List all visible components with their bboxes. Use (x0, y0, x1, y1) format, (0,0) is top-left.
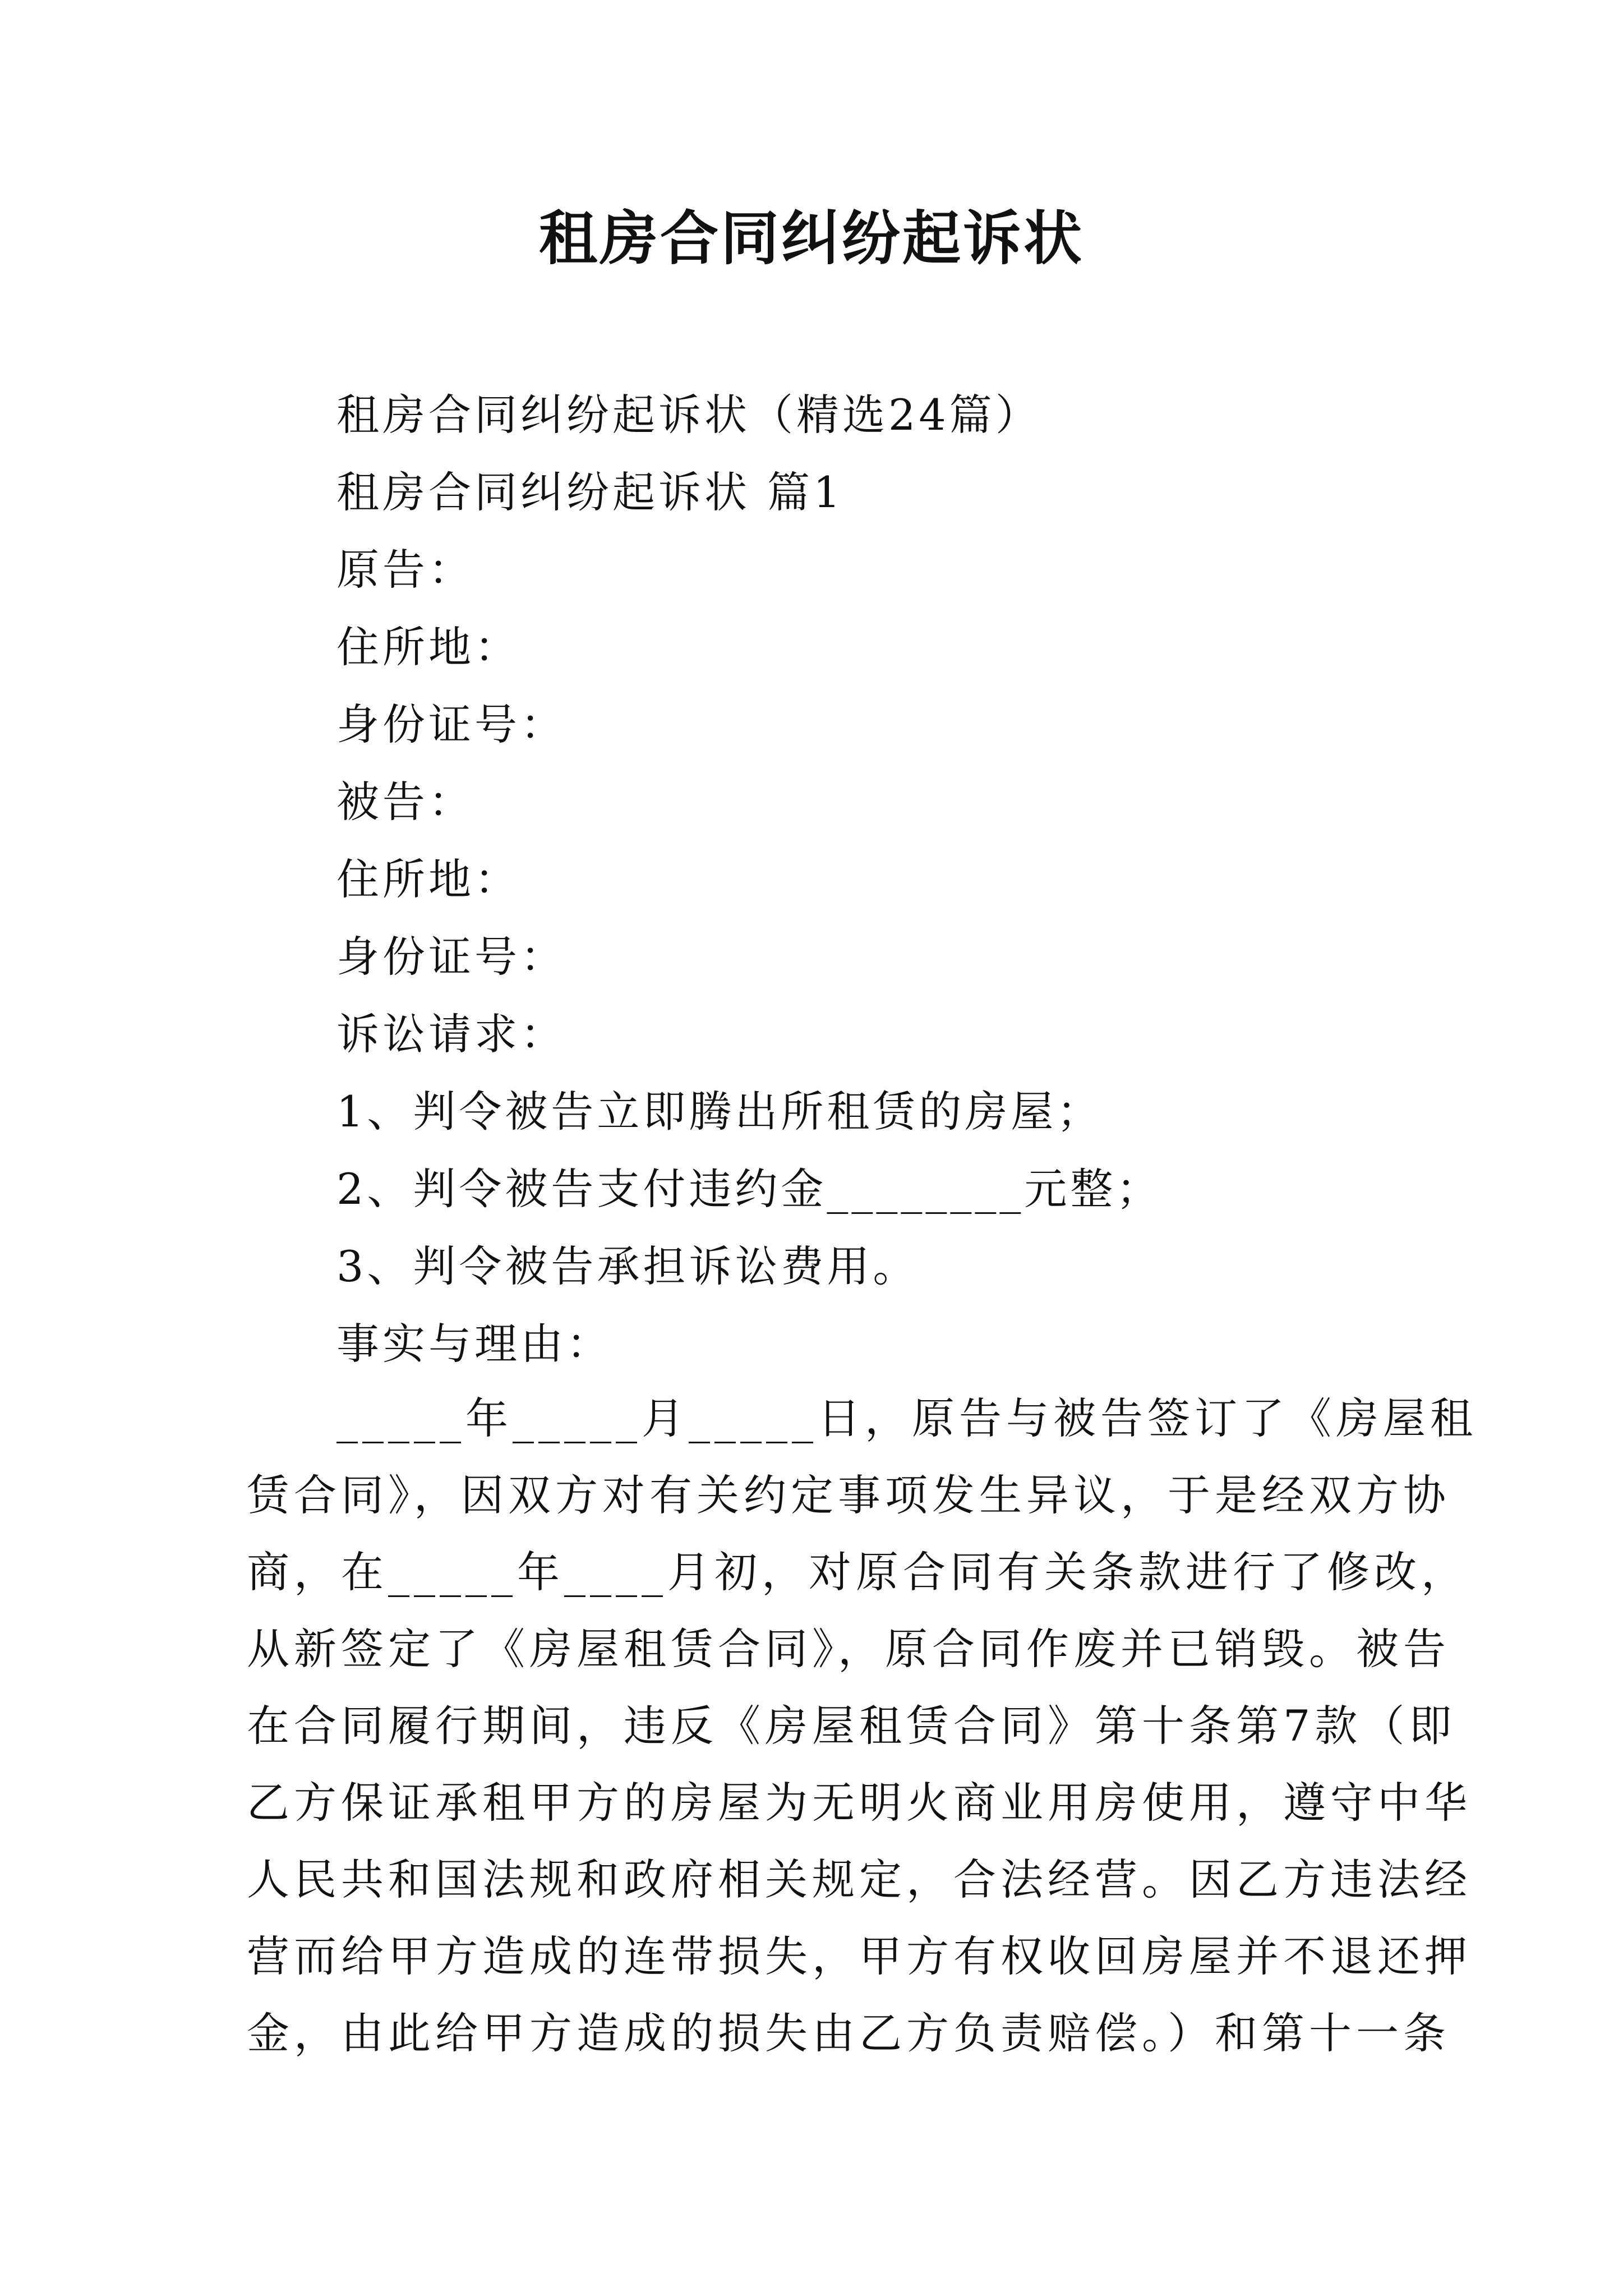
document-subtitle: 租房合同纠纷起诉状（精选24篇） (336, 390, 1041, 440)
paragraph-line: 乙方保证承租甲方的房屋为无明火商业用房使用，遵守中华 (247, 1778, 1472, 1828)
paragraph-line: 在合同履行期间，违反《房屋租赁合同》第十条第7款（即 (247, 1701, 1456, 1751)
paragraph-line: 从新签定了《房屋租赁合同》，原合同作废并已销毁。被告 (247, 1624, 1450, 1674)
paragraph-line: 赁合同》，因双方对有关约定事项发生异议，于是经双方协 (247, 1470, 1450, 1520)
paragraph-line: 金，由此给甲方造成的损失由乙方负责赔偿。）和第十一条 (247, 2008, 1450, 2058)
paragraph-line: 人民共和国法规和政府相关规定，合法经营。因乙方违法经 (247, 1855, 1472, 1904)
facts-heading: 事实与理由： (336, 1319, 612, 1369)
paragraph-line: _____年_____月_____日，原告与被告签订了《房屋租 (336, 1393, 1477, 1443)
claims-heading: 诉讼请求： (336, 1009, 566, 1059)
defendant-label: 被告： (336, 777, 474, 827)
paragraph-line: 营而给甲方造成的连带损失，甲方有权收回房屋并不退还押 (247, 1931, 1472, 1981)
plaintiff-id-label: 身份证号： (336, 700, 566, 749)
defendant-id-label: 身份证号： (336, 932, 566, 982)
claim-item: 2、判令被告支付违约金________元整； (336, 1164, 1163, 1214)
section-heading: 租房合同纠纷起诉状 篇1 (336, 467, 844, 517)
document-title: 租房合同纠纷起诉状 (538, 204, 1084, 273)
defendant-address-label: 住所地： (336, 854, 520, 904)
claim-item: 3、判令被告承担诉讼费用。 (336, 1241, 919, 1291)
plaintiff-address-label: 住所地： (336, 622, 520, 672)
claim-item: 1、判令被告立即腾出所租赁的房屋； (336, 1087, 1103, 1137)
facts-paragraph (247, 1380, 1477, 2072)
plaintiff-label: 原告： (336, 545, 474, 595)
paragraph-line: 商，在_____年____月初，对原合同有关条款进行了修改， (247, 1547, 1468, 1597)
